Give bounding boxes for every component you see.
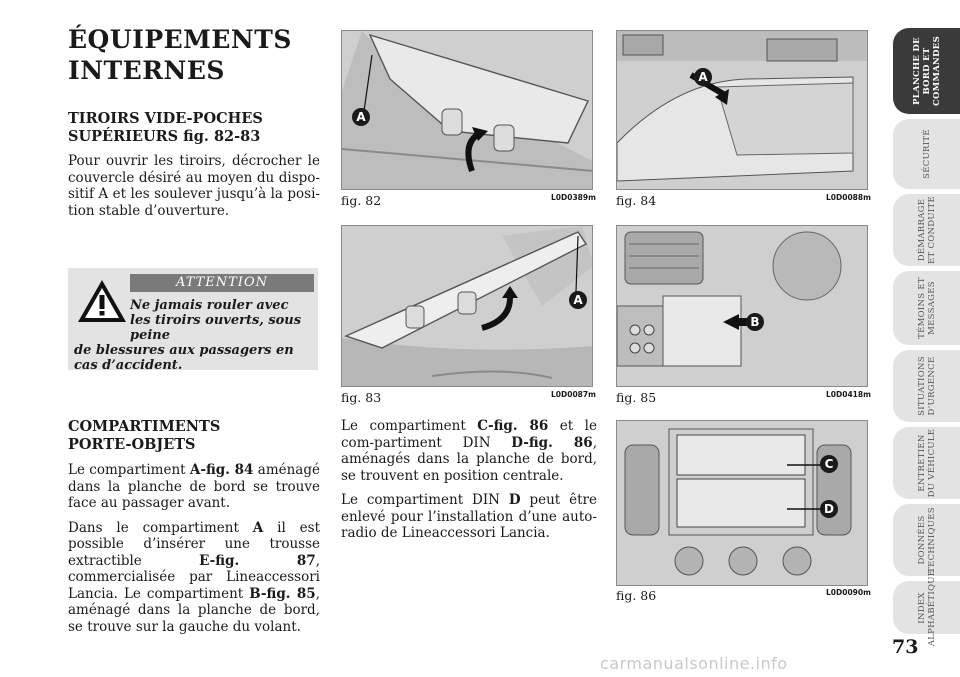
figure-caption: fig. 84 xyxy=(616,193,657,208)
text-run: Le compartiment xyxy=(68,462,190,478)
svg-text:D: D xyxy=(824,502,834,516)
svg-text:A: A xyxy=(698,70,708,84)
paragraph-text xyxy=(68,462,320,512)
paragraph-text xyxy=(341,418,597,484)
paragraph-text xyxy=(341,492,597,542)
svg-text:B: B xyxy=(750,315,760,329)
tab-label: PLANCHE DE BORD ET COMMANDES xyxy=(911,35,942,107)
central-compartments-illustration xyxy=(617,421,868,586)
text-run: et le com-partiment DIN xyxy=(341,418,597,451)
figure-reference: D-fig. 86 xyxy=(511,434,593,451)
tab-label: TÉMOINS ET MESSAGES xyxy=(916,277,937,339)
section-heading-drawers xyxy=(68,110,320,146)
tab-securite[interactable] xyxy=(893,119,960,189)
tab-situations[interactable] xyxy=(893,350,960,422)
glove-compartment-illustration xyxy=(617,31,868,190)
paragraph-din-compartment xyxy=(341,418,597,550)
heading-line: TIROIRS VIDE-POCHES xyxy=(68,110,263,127)
text-run: , aménagés dans la planche de bord, se trouvent en position centrale. xyxy=(341,434,597,484)
tab-label: SÉCURITÉ xyxy=(921,129,932,179)
figure-caption: fig. 82 xyxy=(341,193,382,208)
figure-reference: B-fig. 85 xyxy=(249,585,316,602)
svg-text:A: A xyxy=(573,293,583,307)
figure-code: L0D0418m xyxy=(826,390,871,399)
figure-86-illustration xyxy=(616,420,868,586)
text-run: Le compartiment DIN xyxy=(341,492,509,508)
tab-label: SITUATIONS D’URGENCE xyxy=(916,356,937,416)
text-run: Dans le compartiment xyxy=(68,519,253,536)
text-run: peut être enlevé pour l’installation d’une auto-radio de Lineaccessori Lancia. xyxy=(341,492,597,541)
svg-text:A: A xyxy=(356,110,366,124)
chapter-tabs xyxy=(893,28,960,646)
tab-index[interactable] xyxy=(893,569,960,646)
warning-text xyxy=(74,298,312,373)
warning-label: ATTENTION xyxy=(130,274,314,292)
figure-code: L0D0087m xyxy=(551,390,596,399)
heading-line: COMPARTIMENTS xyxy=(68,418,221,435)
figure-reference: A xyxy=(252,519,264,536)
figure-83-illustration xyxy=(341,225,593,387)
figure-caption: fig. 86 xyxy=(616,588,657,603)
drawer-lid-illustration xyxy=(342,31,593,190)
figure-caption: fig. 83 xyxy=(341,390,382,405)
paragraph-text xyxy=(68,520,320,636)
figure-code: L0D0088m xyxy=(826,193,871,202)
page-number: 73 xyxy=(892,636,919,658)
figure-reference: C-fig. 86 xyxy=(477,418,549,434)
heading-line: PORTE-OBJETS xyxy=(68,436,196,453)
drawer-lid-open-illustration xyxy=(342,226,593,387)
tab-label: DÉMARRAGE ET CONDUITE xyxy=(916,196,937,264)
title-line-2: INTERNES xyxy=(68,56,225,85)
warning-box xyxy=(68,268,318,373)
figure-reference: A-fig. 84 xyxy=(189,462,254,478)
figure-code: L0D0090m xyxy=(826,588,871,597)
figure-reference: E-fig. 87 xyxy=(199,552,316,569)
text-run: , aménagé dans la planche de bord, se trouve sur la gauche du volant. xyxy=(68,585,320,635)
tab-entretien[interactable] xyxy=(893,427,960,499)
page-title xyxy=(68,24,292,86)
title-line-1: ÉQUIPEMENTS xyxy=(68,25,292,54)
tab-donnees[interactable] xyxy=(893,504,960,576)
svg-text:C: C xyxy=(824,457,834,471)
tab-label: ENTRETIEN DU VÉHICULE xyxy=(916,428,937,498)
paragraph-drawers xyxy=(68,153,320,227)
figure-caption: fig. 85 xyxy=(616,390,657,405)
paragraph-compartments xyxy=(68,462,320,643)
paragraph-text: Pour ouvrir les tiroirs, décrocher le couvercle désiré au moyen du dispo-sitif A et les soulever jusqu’à la posi-tion stable d’ouverture. xyxy=(68,153,320,219)
watermark-text: carmanualsonline.info xyxy=(600,654,788,673)
tab-label: INDEX ALPHABÉTIQUE xyxy=(916,569,937,646)
heading-line: SUPÉRIEURS fig. 82-83 xyxy=(68,128,261,145)
section-heading-compartments xyxy=(68,418,320,454)
warning-text-line: Ne jamais rouler avec les tiroirs ouverts, sous peine xyxy=(130,298,302,343)
text-run: , commercialisée par Lineaccessori Lancia. Le compartiment xyxy=(68,552,320,602)
figure-84-illustration xyxy=(616,30,868,190)
figure-code: L0D0389m xyxy=(551,193,596,202)
figure-82-illustration xyxy=(341,30,593,190)
tab-planche-de-bord[interactable] xyxy=(893,28,960,114)
text-run: il est possible d’insérer une trousse extractible xyxy=(68,519,321,569)
text-run: aménagé dans la planche de bord se trouve face au passager avant. xyxy=(68,462,320,511)
figure-85-illustration xyxy=(616,225,868,387)
tab-label: DONNÉES TECHNIQUES xyxy=(916,507,937,573)
tab-temoins[interactable] xyxy=(893,271,960,345)
text-run: Le compartiment xyxy=(341,418,478,434)
figure-reference: D xyxy=(508,492,521,508)
warning-text-line: de blessures aux passagers en cas d’accident. xyxy=(74,343,294,373)
tab-demarrage[interactable] xyxy=(893,194,960,266)
compartment-left-of-wheel-illustration xyxy=(617,226,868,387)
